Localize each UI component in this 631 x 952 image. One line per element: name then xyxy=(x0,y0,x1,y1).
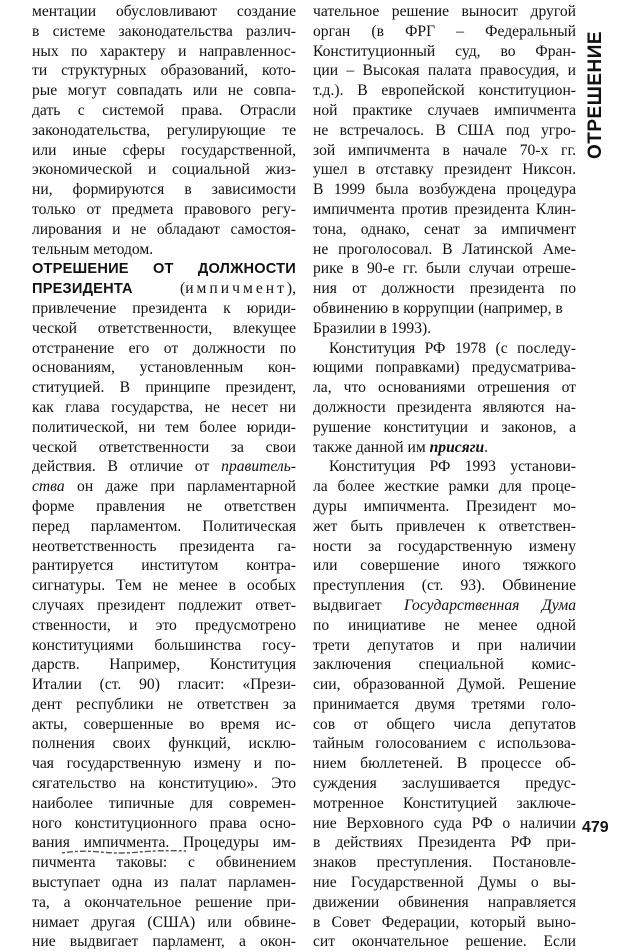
left-column xyxy=(32,2,296,952)
text-line: ти структурных образований, кото- xyxy=(32,62,296,80)
text-line: ющими поправками) предусматрива- xyxy=(313,359,576,377)
text-line: ной практике случаев импичмента xyxy=(313,101,576,119)
text-line: неответственность президента га- xyxy=(32,537,296,555)
text-line: ства он даже при парламентарной xyxy=(32,478,296,496)
text-line: рантируется институтом контра- xyxy=(32,557,296,575)
text-line: Конституция РФ 1993 установи- xyxy=(329,458,576,476)
text-line: Конституция РФ 1978 (с последу- xyxy=(329,339,576,357)
text-line: перед парламентом. Политическая xyxy=(32,517,296,535)
text-line: выдвигает Государственная Дума xyxy=(313,596,576,614)
text-line: принимается двумя третями голо- xyxy=(313,695,576,713)
text-line: знаков преступления. Постановле- xyxy=(313,854,576,872)
text-line: ческой ответственности, влекущее xyxy=(32,319,296,337)
text-line: ушел в отставку президент Никсон. xyxy=(313,161,576,179)
text-line: ституцией. В принципе президент, xyxy=(32,379,296,397)
page-number: 479 xyxy=(582,819,609,836)
text-line: сит окончательное решение. Если xyxy=(313,933,576,951)
text-line: ния от должности президента по xyxy=(313,280,576,298)
text-line: нием бюллетеней. В процессе об- xyxy=(313,755,576,773)
text-line: политической, ни тем более юриди- xyxy=(32,418,296,436)
text-line: экономической и социальной жиз- xyxy=(32,161,296,179)
print-smudge xyxy=(60,848,190,856)
text-line: ни, формируются в зависимости xyxy=(32,181,296,199)
text-line: тона, однако, сенат за импичмент xyxy=(313,220,576,238)
text-line: основаниям, установленным кон- xyxy=(32,359,296,377)
text-line: или совершение иного тяжкого xyxy=(313,557,576,575)
text-line: ние Государственной Думы о вы- xyxy=(313,874,576,892)
text-line: Конституционный суд, во Фран- xyxy=(313,42,576,60)
text-line: ние выдвигает парламент, а окон- xyxy=(32,933,296,951)
text-line: мотренное Конституцией заключе- xyxy=(313,794,576,812)
text-line: тайным голосованием с использова- xyxy=(313,735,576,753)
text-line: ческой ответственности за свои xyxy=(32,438,296,456)
cross-reference: Государственная Дума xyxy=(403,596,576,614)
text-line: В 1999 была возбуждена процедура xyxy=(313,181,576,199)
text-line: выступает одна из палат парламен- xyxy=(32,874,296,892)
text-line: или иные сферы государственной, xyxy=(32,141,296,159)
text-line: ментации обусловливают создание xyxy=(32,3,296,20)
text-line: ла более жесткие рамки для проце- xyxy=(313,478,576,496)
cross-reference: ства xyxy=(32,478,65,496)
text-line: лирования и не обладают самостоя- xyxy=(32,220,296,238)
text-line: законодательства, регулирующие те xyxy=(32,121,296,139)
text-line: обвинению в коррупции (например, в Бразилии в 1993). xyxy=(313,299,563,337)
text-line: акты, совершенные во время ис- xyxy=(32,715,296,733)
entry-synonym: импичмент xyxy=(185,280,287,298)
text-line: Италии (ст. 90) гласит: «Прези- xyxy=(32,676,296,694)
text-line: форме правления не ответствен xyxy=(32,497,296,515)
text-line: должности президента являются на- xyxy=(313,398,576,416)
text-line: ла, что основаниями отрешения от xyxy=(313,379,576,397)
text-line: дуры импичмента. Президент мо- xyxy=(313,497,576,515)
text-line: конституциями большинства госу- xyxy=(32,636,296,654)
text-line: чая государственную измену и по- xyxy=(32,755,296,773)
text-line: в Совет Федерации, который выно- xyxy=(313,913,576,931)
text-line: рушение конституции и законов, а xyxy=(313,418,576,436)
text-line: импичмента против президента Клин- xyxy=(313,200,576,218)
entry-heading-cont: ПРЕЗИДЕНТА xyxy=(32,281,133,298)
text-line: жет быть привлечен к ответствен- xyxy=(313,517,576,535)
text-line: полнения своих функций, исклю- xyxy=(32,735,296,753)
text-line: сигнатуры. Тем не менее в особых xyxy=(32,577,296,595)
text-line: рике в 90-е гг. были случаи отреше- xyxy=(313,260,576,278)
text-line: ственности, и это предусмотрено xyxy=(32,616,296,634)
text-line: рые могут совпадать или не совпа- xyxy=(32,82,296,100)
text-line: преступления (ст. 93). Обвинение xyxy=(313,577,576,595)
text-line: орган (в ФРГ – Федеральный xyxy=(313,22,576,40)
text-line: чательное решение выносит другой xyxy=(313,3,576,20)
text-line: наиболее типичные для современ- xyxy=(32,794,296,812)
cross-reference: правитель- xyxy=(221,458,296,476)
text-line: т.д.). В европейской конституцион- xyxy=(313,82,576,100)
text-line: суждения заслушивается предус- xyxy=(313,775,576,793)
text-line: дент республики не ответствен за xyxy=(32,695,296,713)
text-line: дарств. Например, Конституция xyxy=(32,656,296,674)
text-line: движении обвинения направляется xyxy=(313,893,576,911)
text-line: также данной им присяги. xyxy=(313,438,489,456)
entry-heading-line: ПРЕЗИДЕНТА (импичмент), xyxy=(32,280,296,298)
text-line: случаях президент подлежит ответ- xyxy=(32,596,296,614)
cross-reference: присяги xyxy=(429,438,485,456)
text-line: вания импичмента. Процедуры им- xyxy=(32,834,296,852)
text-line: в действиях Президента РФ при- xyxy=(313,834,576,852)
entry-heading: ОТРЕШЕНИЕ ОТ ДОЛЖНОСТИ xyxy=(32,261,296,278)
running-head: ОТРЕШЕНИЕ xyxy=(585,30,606,159)
text-line: та, а окончательное решение при- xyxy=(32,893,296,911)
text-line: отстранение его от должности по xyxy=(32,339,296,357)
text-line: сягательство на конституцию». Это xyxy=(32,775,296,793)
text-line: ние Верховного суда РФ о наличии xyxy=(313,814,576,832)
text-line: сов от общего числа депутатов xyxy=(313,715,576,733)
text-line: заключения специальной комис- xyxy=(313,656,576,674)
text-line: не проголосовал. В Латинской Аме- xyxy=(313,240,576,258)
text-line: в системе законодательства различ- xyxy=(32,22,296,40)
text-line: нимает другая (США) или обвине- xyxy=(32,913,296,931)
text-line: ного конституционного права осно- xyxy=(32,814,296,832)
text-line: привлечение президента к юриди- xyxy=(32,299,296,317)
text-line: трети депутатов и при наличии xyxy=(313,636,576,654)
text-line: только от предмета правового регу- xyxy=(32,200,296,218)
text-line: тельным методом. xyxy=(32,240,154,258)
text-line: дать с системой права. Отрасли xyxy=(32,101,296,119)
text-line: зой импичмента в начале 70-х гг. xyxy=(313,141,576,159)
text-line: сии, образованной Думой. Решение xyxy=(313,676,576,694)
text-line: пичмента таковы: с обвинением xyxy=(32,854,296,872)
text-line: ных по характеру и направленнос- xyxy=(32,42,296,60)
text-line: ции – Высокая палата правосудия, и xyxy=(313,62,576,80)
text-line: по инициативе не менее одной xyxy=(313,616,576,634)
entry-heading-line xyxy=(32,259,296,279)
text-line: ности за государственную измену xyxy=(313,537,576,555)
text-line: действия. В отличие от правитель- xyxy=(32,458,296,476)
text-line: не встречалось. В США под угро- xyxy=(313,121,576,139)
right-column xyxy=(313,2,576,952)
text-line: как глава государства, не несет ни xyxy=(32,398,296,416)
